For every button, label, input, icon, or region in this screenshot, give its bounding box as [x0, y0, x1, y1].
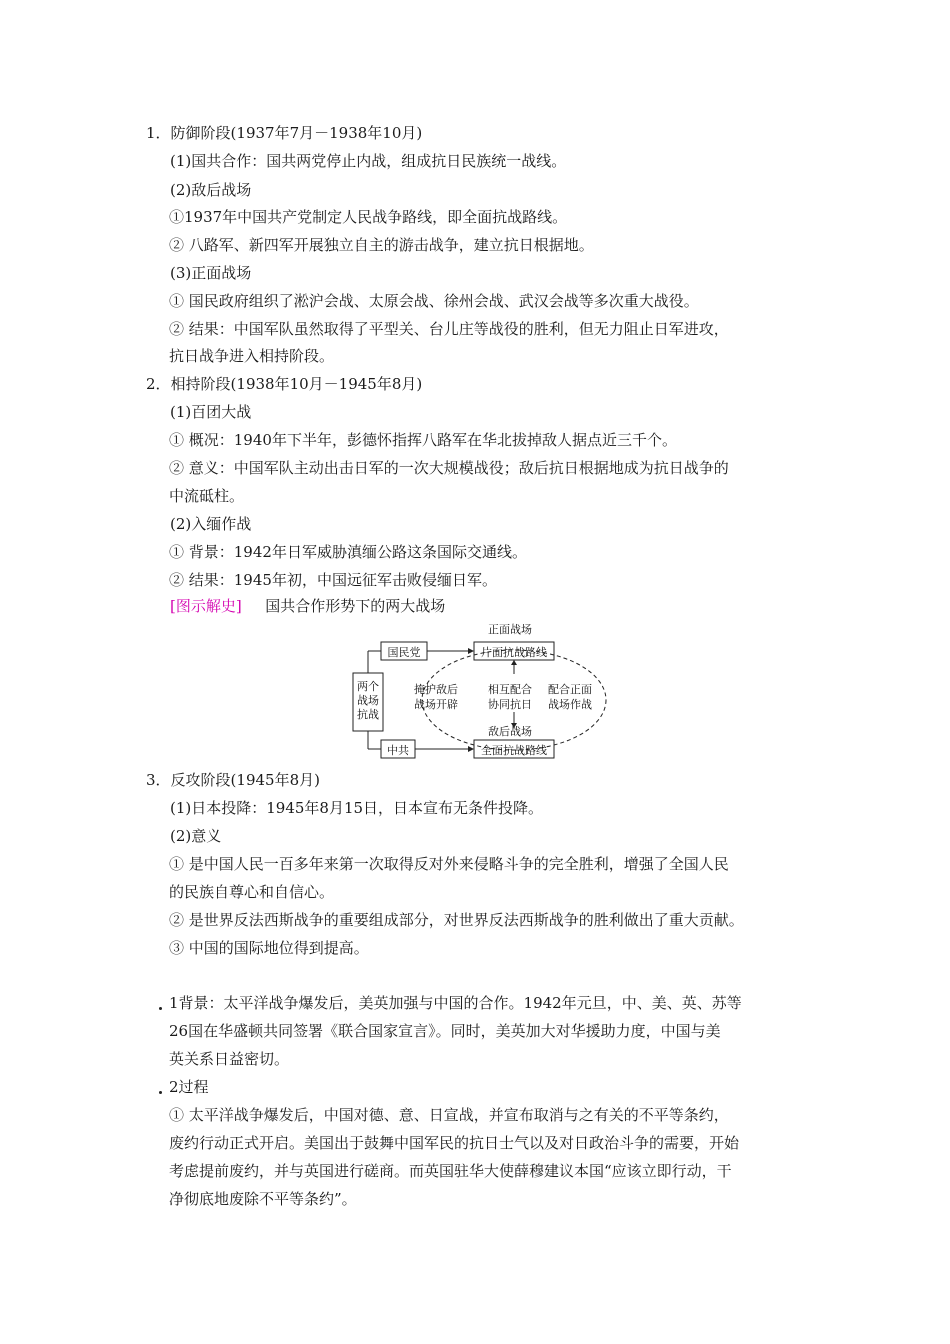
kmt-box-label: 国民党: [387, 646, 421, 659]
section-3-heading: 3．反攻阶段(1945年8月): [146, 771, 320, 789]
paragraph: 抗日战争进入相持阶段。: [169, 347, 335, 365]
paragraph: (1)百团大战: [170, 403, 252, 421]
paragraph: 考虑提前废约，并与英国进行磋商。而英国驻华大使薛穆建议本国“应该立即行动，干: [169, 1162, 732, 1180]
paragraph: ② 结果：1945年初，中国远征军击败侵缅日军。: [169, 571, 497, 589]
left-box-label: 两个 战场 抗战: [357, 680, 379, 721]
paragraph: 2过程: [169, 1078, 209, 1096]
ccp-box-label: 中共: [387, 744, 409, 757]
left-inner-text: 掩护敌后 战场开辟: [414, 683, 458, 711]
paragraph: ① 背景：1942年日军威胁滇缅公路这条国际交通线。: [169, 543, 527, 561]
paragraph: (2)敌后战场: [170, 181, 252, 199]
paragraph: 废约行动正式开启。美国出于鼓舞中国军民的抗日士气以及对日政治斗争的需要，开始: [169, 1134, 740, 1152]
paragraph: ① 国民政府组织了淞沪会战、太原会战、徐州会战、武汉会战等多次重大战役。: [169, 292, 699, 310]
paragraph: 的民族自尊心和自信心。: [169, 883, 335, 901]
right-inner-text: 配合正面 战场作战: [548, 683, 592, 711]
paragraph: (1)国共合作：国共两党停止内战，组成抗日民族统一战线。: [170, 152, 567, 170]
list-dot-marker: [159, 1007, 162, 1010]
paragraph: 净彻底地废除不平等条约”。: [169, 1190, 357, 1208]
rear-battlefield-label: 敌后战场: [488, 725, 532, 738]
paragraph: ① 是中国人民一百多年来第一次取得反对外来侵略斗争的完全胜利，增强了全国人民: [169, 855, 729, 873]
paragraph: (3)正面战场: [170, 264, 252, 282]
paragraph: 英关系日益密切。: [169, 1050, 290, 1068]
section-1-heading: 1．防御阶段(1937年7月－1938年10月): [146, 124, 423, 142]
list-dot-marker: [159, 1091, 162, 1094]
paragraph: ② 结果：中国军队虽然取得了平型关、台儿庄等战役的胜利，但无力阻止日军进攻，: [169, 320, 729, 338]
paragraph: (2)入缅作战: [170, 515, 252, 533]
front-battlefield-label: 正面战场: [488, 623, 532, 636]
two-battlefields-diagram: [352, 618, 607, 766]
total-war-box-label: 全面抗战路线: [481, 744, 547, 757]
paragraph: ① 概况：1940年下半年，彭德怀指挥八路军在华北拔掉敌人据点近三千个。: [169, 431, 677, 449]
diagram-caption-line: [170, 596, 445, 616]
figure-tag: [图示解史]: [170, 597, 242, 615]
paragraph: ③ 中国的国际地位得到提高。: [169, 939, 369, 957]
partial-war-box-label: 片面抗战路线: [481, 646, 547, 659]
diagram-caption: 国共合作形势下的两大战场: [265, 597, 446, 615]
paragraph: ② 意义：中国军队主动出击日军的一次大规模战役；敌后抗日根据地成为抗日战争的: [169, 459, 729, 477]
paragraph: ② 八路军、新四军开展独立自主的游击战争，建立抗日根据地。: [169, 236, 594, 254]
center-inner-text: 相互配合 协同抗日: [488, 683, 532, 711]
paragraph: (1)日本投降：1945年8月15日，日本宣布无条件投降。: [170, 799, 544, 817]
paragraph: 中流砥柱。: [169, 487, 245, 505]
section-2-heading: 2．相持阶段(1938年10月－1945年8月): [146, 375, 423, 393]
paragraph: ② 是世界反法西斯战争的重要组成部分，对世界反法西斯战争的胜利做出了重大贡献。: [169, 911, 744, 929]
paragraph: 1背景：太平洋战争爆发后，美英加强与中国的合作。1942年元旦，中、美、英、苏等: [169, 994, 742, 1012]
paragraph: ① 太平洋战争爆发后，中国对德、意、日宣战，并宣布取消与之有关的不平等条约，: [169, 1106, 729, 1124]
paragraph: (2)意义: [170, 827, 222, 845]
paragraph: 26国在华盛顿共同签署《联合国家宣言》。同时，美英加大对华援助力度，中国与美: [169, 1022, 721, 1040]
paragraph: ①1937年中国共产党制定人民战争路线，即全面抗战路线。: [169, 208, 568, 226]
